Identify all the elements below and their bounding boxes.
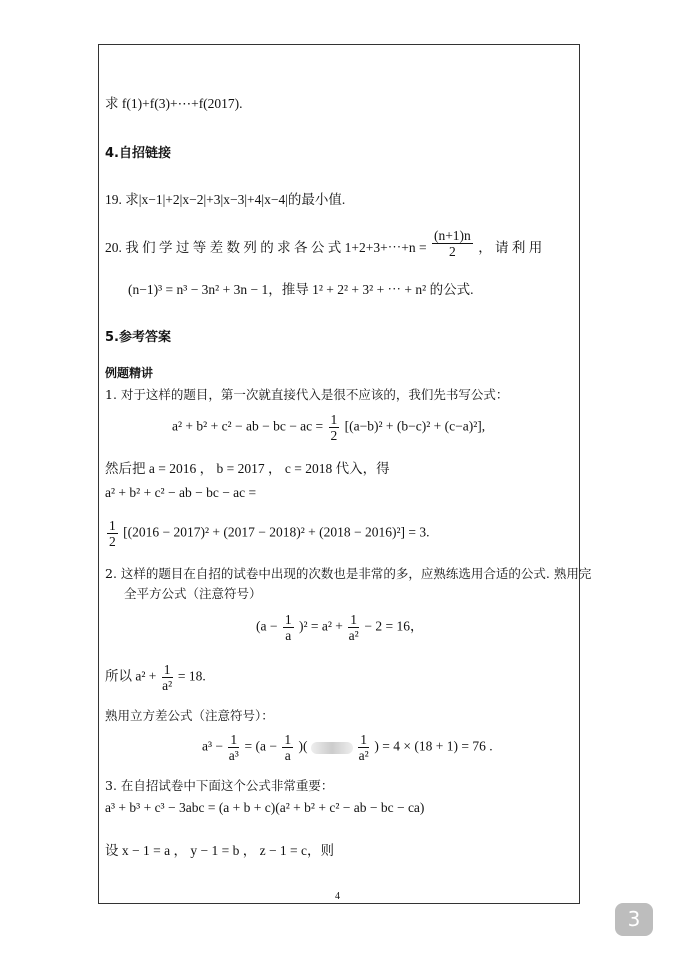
- page-badge[interactable]: 3: [615, 903, 653, 936]
- section-heading: 5.参考答案: [105, 330, 171, 345]
- answer-1-text: 然后把 a = 2016 ， b = 2017 ， c = 2018 代入，得: [105, 461, 390, 476]
- question-20: 20. 我 们 学 过 等 差 数 列 的 求 各 公 式 1+2+3+⋯+n = $\frac{(n+1)n}{2}$ ， 请 利 用: [105, 228, 543, 260]
- answer-2-text: 熟用立方差公式（注意符号）：: [105, 708, 274, 723]
- question-20-formula: (n−1)³ = n³ − 3n² + 3n − 1，推导 1² + 2² + 3² + ⋯ + n² 的公式.: [128, 282, 474, 297]
- formula: (a − $\frac{1}{a}$ )² = a² + $\frac{1}{\text{a²}}$ − 2 = 16，: [256, 612, 424, 643]
- subheading: 例题精讲: [105, 366, 154, 380]
- formula: a³ − $\frac{1}{\text{a³}}$ = (a − $\frac{1}{a}$ )( $\frac{1}{\text{a²}}$ ) = 4 × (18 + 1) = 76 .: [202, 732, 493, 763]
- text-line: 求 f(1)+f(3)+⋯+f(2017).: [105, 96, 243, 111]
- formula: a² + b² + c² − ab − bc − ac = $\frac{1}{2}$ [(a−b)² + (b−c)² + (c−a)²],: [172, 412, 486, 443]
- answer-3: 3. 在自招试卷中下面这个公式非常重要：: [105, 778, 334, 793]
- answer-1: 1. 对于这样的题目，第一次就直接代入是很不应该的，我们先书写公式：: [105, 387, 509, 402]
- answer-2-text: 全平方公式（注意符号）: [124, 586, 262, 601]
- formula: a² + b² + c² − ab − bc − ac =: [105, 485, 257, 500]
- question-19: 19. 求|x−1|+2|x−2|+3|x−3|+4|x−4|的最小值.: [105, 192, 346, 207]
- answer-2: 2. 这样的题目在自招的试卷中出现的次数也是非常的多，应熟练选用合适的公式. 熟用完: [105, 566, 592, 581]
- page-number: 4: [335, 891, 340, 902]
- formula: a³ + b³ + c³ − 3abc = (a + b + c)(a² + b² + c² − ab − bc − ca): [105, 800, 425, 815]
- answer-3-text: 设 x − 1 = a ， y − 1 = b ， z − 1 = c，则: [105, 843, 335, 858]
- blurred-region: [311, 742, 353, 754]
- section-heading: 4.自招链接: [105, 146, 171, 161]
- formula: $\frac{1}{2}$ [(2016 − 2017)² + (2017 − 2018)² + (2018 − 2016)²] = 3.: [109, 518, 430, 549]
- formula: 所以 a² + $\frac{1}{\text{a²}}$ = 18.: [105, 662, 206, 693]
